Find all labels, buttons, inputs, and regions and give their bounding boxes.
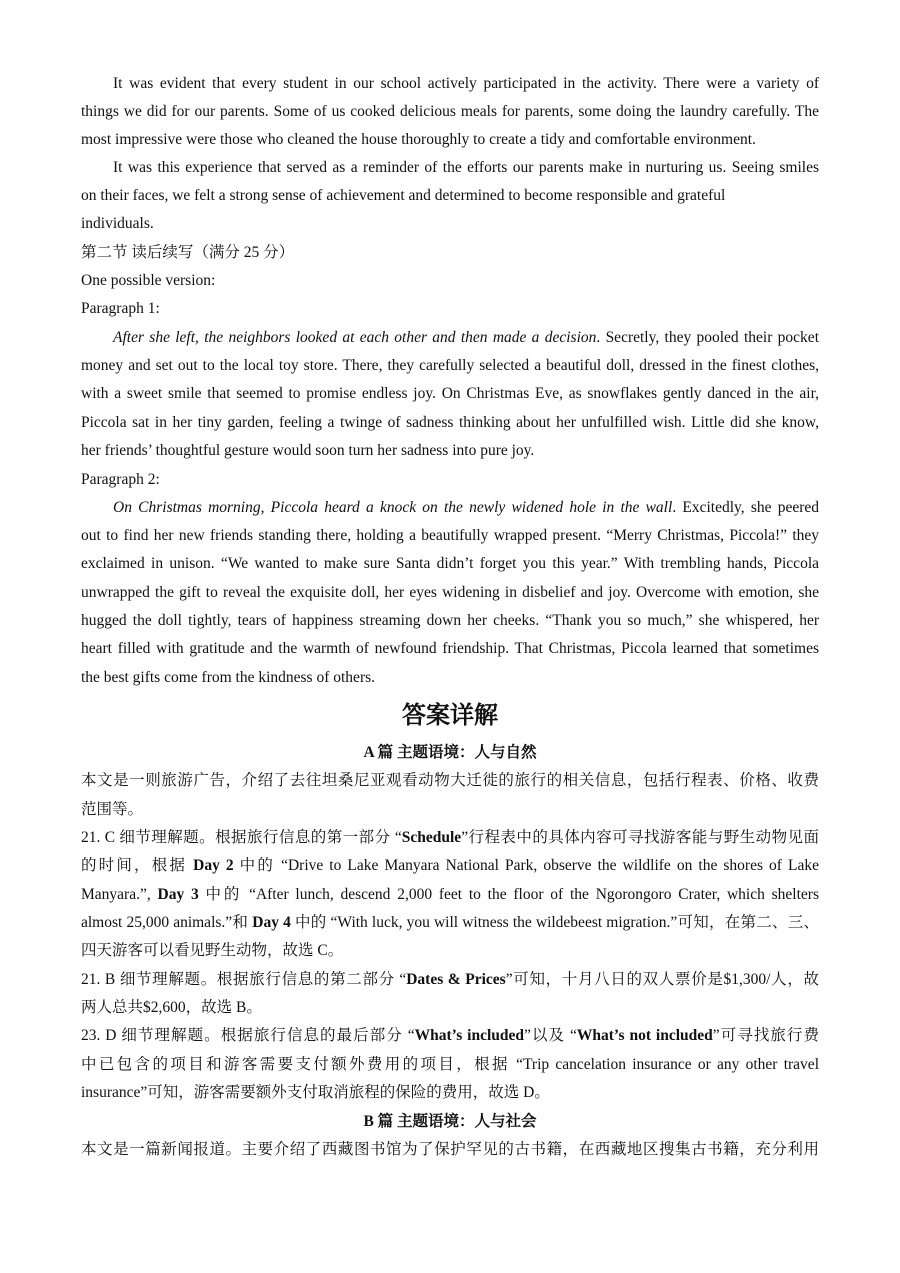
paragraph1-label: Paragraph 1:	[81, 300, 160, 317]
q21-line3: Manyara.”, Day 3 中的 “After lunch, descend 2,000 feet to the floor of the Ngorongoro Crater, which shelters	[81, 886, 819, 903]
paragraph1-opening: After she left, the neighbors looked at each other and then made a decision	[113, 329, 597, 346]
section2-heading: 第二节 读后续写（满分 25 分）	[81, 244, 295, 261]
essay-p1-line1: It was evident that every student in our school actively participated in the activity. There were a variety of	[113, 75, 819, 92]
version-label: One possible version:	[81, 272, 216, 289]
answers-title: 答案详解	[402, 703, 498, 729]
essay-p2-line3: individuals.	[81, 215, 154, 232]
q23-line3: insurance”可知，游客需要额外支付取消旅程的保险的费用，故选 D。	[81, 1084, 550, 1101]
paragraph2-opening: On Christmas morning, Piccola heard a knock on the newly widened hole in the wall	[113, 499, 673, 516]
essay-p2-line1: It was this experience that served as a reminder of the efforts our parents make in nurturing us. Seeing smiles	[113, 159, 819, 176]
paragraph2-line1: On Christmas morning, Piccola heard a knock on the newly widened hole in the wall. Excitedly, she peered	[113, 499, 820, 516]
q22-line2: 两人总共$2,600，故选 B。	[81, 999, 262, 1016]
essay-p1-line3: most impressive were those who cleaned the house thoroughly to create a tidy and comfortable environment.	[81, 131, 756, 148]
section-a-heading: A 篇 主题语境：人与自然	[363, 744, 537, 761]
q23-line2: 中已包含的项目和游客需要支付额外费用的项目，根据 “Trip cancelation insurance or any other travel	[81, 1056, 819, 1073]
paragraph2-line2: out to find her new friends standing there, holding a beautifully wrapped present. “Merry Christmas, Piccola!” they	[81, 527, 819, 544]
section-b-heading: B 篇 主题语境：人与社会	[363, 1113, 537, 1130]
paragraph2-line7: the best gifts come from the kindness of others.	[81, 669, 376, 686]
section-a-intro-line2: 范围等。	[81, 801, 144, 818]
q23-line1: 23. D 细节理解题。根据旅行信息的最后部分 “What’s included”以及 “What’s not included”可寻找旅行费	[81, 1027, 819, 1044]
q21-line4: almost 25,000 animals.”和 Day 4 中的 “With luck, you will witness the wildebeest migration.”可知，在第二、三、	[81, 914, 819, 931]
paragraph1-line3: with a sweet smile that seemed to promise endless joy. On Christmas Eve, as snowflakes gently danced in the air,	[81, 385, 819, 402]
paragraph2-label: Paragraph 2:	[81, 471, 160, 488]
paragraph1-line5: her friends’ thoughtful gesture would soon turn her sadness into pure joy.	[81, 442, 535, 459]
paragraph2-line6: heart filled with gratitude and the warmth of newfound friendship. That Christmas, Piccola learned that sometimes	[81, 640, 819, 657]
q22-line1: 21. B 细节理解题。根据旅行信息的第二部分 “Dates & Prices”可知，十月八日的双人票价是$1,300/人，故	[81, 971, 820, 988]
section-b-intro-line1: 本文是一篇新闻报道。主要介绍了西藏图书馆为了保护罕见的古书籍，在西藏地区搜集古书籍，充分利用	[81, 1141, 819, 1158]
q21-line2: 的时间，根据 Day 2 中的 “Drive to Lake Manyara National Park, observe the wildlife on the shores of Lake	[81, 857, 819, 874]
q21-line5: 四天游客可以看见野生动物，故选 C。	[81, 942, 344, 959]
paragraph1-line4: Piccola sat in her tiny garden, feeling a twinge of sadness thinking about her unfulfilled wish. Little did she know,	[81, 414, 819, 431]
paragraph1-line2: money and set out to the local toy store. There, they carefully selected a beautiful doll, dressed in the finest clothes,	[81, 357, 819, 374]
paragraph1-line1: After she left, the neighbors looked at each other and then made a decision. Secretly, they pooled their pocket	[113, 329, 819, 346]
essay-p1-line2: things we did for our parents. Some of us cooked delicious meals for parents, some doing the laundry carefully. The	[81, 103, 819, 120]
q21-line1: 21. C 细节理解题。根据旅行信息的第一部分 “Schedule”行程表中的具体内容可寻找游客能与野生动物见面	[81, 829, 819, 846]
section-a-intro-line1: 本文是一则旅游广告，介绍了去往坦桑尼亚观看动物大迁徙的旅行的相关信息，包括行程表、价格、收费	[81, 772, 819, 789]
paragraph2-line3: exclaimed in unison. “We wanted to make sure Santa didn’t forget you this year.” With trembling hands, Piccola	[81, 555, 819, 572]
essay-p2-line2: on their faces, we felt a strong sense of achievement and determined to become responsible and grateful	[81, 187, 726, 204]
paragraph2-line5: hugged the doll tightly, tears of happiness streaming down her cheeks. “Thank you so much,” she whispered, her	[81, 612, 819, 629]
paragraph2-line4: unwrapped the gift to reveal the exquisite doll, her eyes widening in disbelief and joy. Overcome with emotion, she	[81, 584, 819, 601]
